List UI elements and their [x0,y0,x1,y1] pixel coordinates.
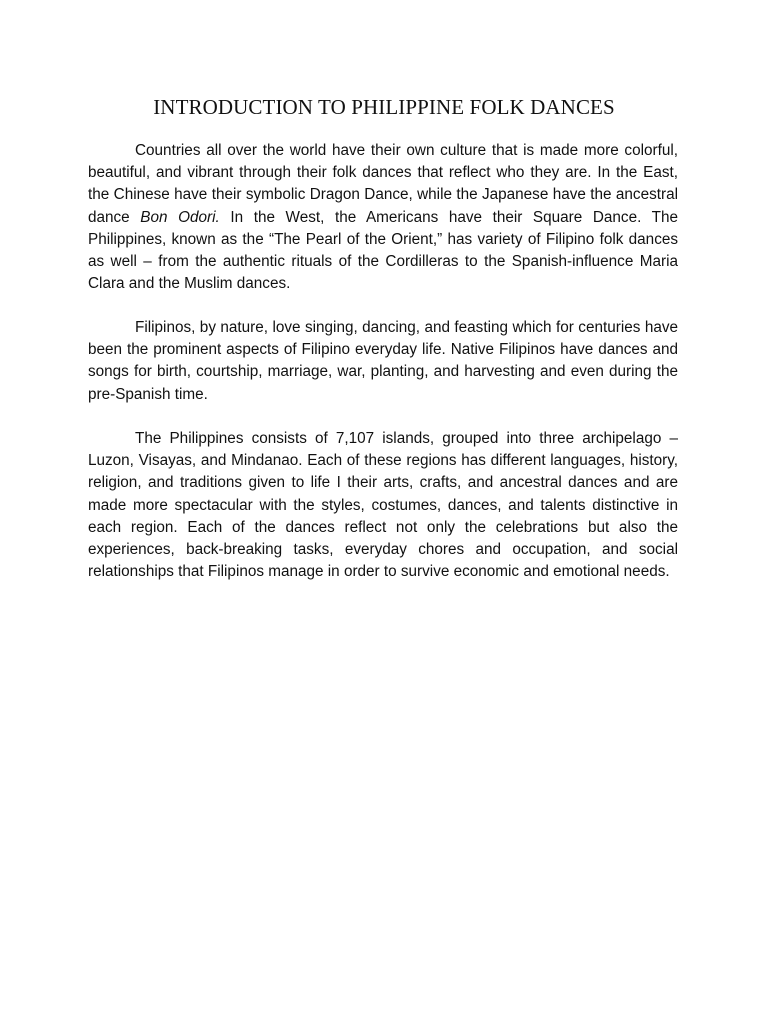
paragraph-1 [88,140,678,295]
paragraph-1-text-a: Countries all over the world have their own culture that is made more colorful, beautiful, and vibrant through their folk dances that reflect who they are. In the East, the Chinese have their symbolic Dragon Dance, while the Japanese have the ancestral dance [88,142,678,226]
paragraph-1-italic-term: Bon Odori. [140,208,220,226]
paragraph-2: Filipinos, by nature, love singing, dancing, and feasting which for centuries have been the prominent aspects of Filipino everyday life. Native Filipinos have dances and songs for birth, courtship, marriage, war, planting, and harvesting and even during the pre-Spanish time. [88,319,678,403]
paragraph-3: The Philippines consists of 7,107 islands, grouped into three archipelago – Luzon, Visayas, and Mindanao. Each of these regions has different languages, history, religion, and traditions given to life I their arts, crafts, and ancestral dances and are made more spectacular with the styles, costumes, dances, and talents distinctive in each region. Each of the dances reflect not only the celebrations but also the experiences, back-breaking tasks, everyday chores and occupation, and social relationships that Filipinos manage in order to survive economic and emotional needs. [88,430,678,581]
paragraph-1-text-b: In the West, the Americans have their Square Dance. The Philippines, known as the “The Pearl of the Orient,” has variety of Filipino folk dances as well – from the authentic rituals of the Cordilleras to the Spanish-influence Maria Clara and the Muslim dances. [88,208,678,293]
document-title: INTRODUCTION TO PHILIPPINE FOLK DANCES [153,95,615,119]
